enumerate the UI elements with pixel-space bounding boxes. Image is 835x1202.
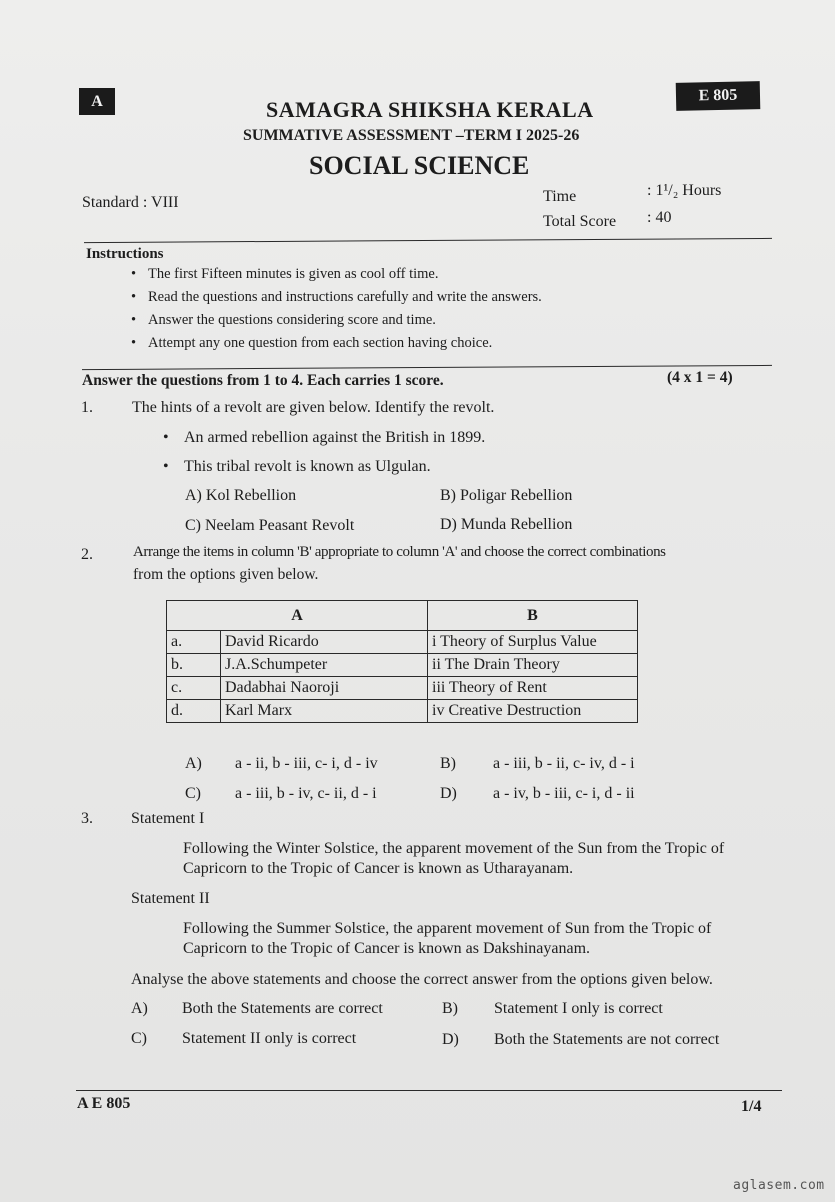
q3-statement1-line2: Capricorn to the Tropic of Cancer is known as Utharayanam.: [183, 860, 574, 877]
q3-option-d: Both the Statements are not correct: [494, 1031, 720, 1048]
q1-option-c: C) Neelam Peasant Revolt: [185, 517, 355, 534]
instructions-heading: Instructions: [86, 246, 164, 262]
header-divider: [84, 238, 772, 243]
q2-text-line2: from the options given below.: [133, 566, 319, 583]
q2-option-b: a - iii, b - ii, c- iv, d - i: [493, 755, 635, 772]
match-table: [166, 600, 638, 723]
q3-statement2-line1: Following the Summer Solstice, the apparent movement of Sun from the Tropic of: [183, 920, 712, 937]
q1-option-a: A) Kol Rebellion: [185, 487, 297, 504]
q1-number: 1.: [81, 399, 93, 416]
row-letter: c.: [167, 677, 221, 700]
q3-number: 3.: [81, 810, 93, 827]
table-row: [167, 700, 638, 723]
column-b-cell: iii Theory of Rent: [428, 677, 638, 700]
q2-option-a: a - ii, b - iii, c- i, d - iv: [235, 755, 378, 772]
q3-option-c: Statement II only is correct: [182, 1030, 357, 1047]
page-number: 1/4: [741, 1098, 762, 1115]
table-row: [167, 677, 638, 700]
instruction-item: • The first Fifteen minutes is given as cool off time.: [131, 266, 542, 289]
instruction-item: • Answer the questions considering score and time.: [131, 312, 542, 335]
q3-option-a-label: A): [131, 1000, 148, 1017]
q1-hint-bullet: •: [163, 458, 169, 475]
total-score-label: Total Score: [543, 213, 617, 230]
q3-option-b: Statement I only is correct: [494, 1000, 663, 1017]
column-b-header: B: [428, 601, 638, 631]
column-b-cell: iv Creative Destruction: [428, 700, 638, 723]
q2-option-a-label: A): [185, 755, 202, 772]
q1-hint-bullet: •: [163, 429, 169, 446]
q1-option-d: D) Munda Rebellion: [440, 516, 573, 533]
time-label: Time: [543, 188, 577, 205]
q2-option-b-label: B): [440, 755, 456, 772]
q3-statement2-line2: Capricorn to the Tropic of Cancer is known as Dakshinayanam.: [183, 940, 591, 957]
table-row: [167, 654, 638, 677]
watermark: aglasem.com: [733, 1178, 825, 1193]
column-a-header: A: [167, 601, 428, 631]
q3-option-d-label: D): [442, 1031, 459, 1048]
subject-title: SOCIAL SCIENCE: [309, 151, 530, 180]
q2-option-c: a - iii, b - iv, c- ii, d - i: [235, 785, 377, 802]
q1-hint: An armed rebellion against the British in 1899.: [184, 429, 486, 446]
q2-option-d: a - iv, b - iii, c- i, d - ii: [493, 785, 635, 802]
column-a-cell: J.A.Schumpeter: [221, 654, 428, 677]
match-table-header: [167, 601, 638, 631]
q1-option-b: B) Poligar Rebellion: [440, 487, 573, 504]
row-letter: d.: [167, 700, 221, 723]
board-title: SAMAGRA SHIKSHA KERALA: [266, 97, 594, 122]
row-letter: b.: [167, 654, 221, 677]
standard-label: Standard : VIII: [82, 194, 179, 211]
q3-option-c-label: C): [131, 1030, 147, 1047]
instruction-item: • Attempt any one question from each section having choice.: [131, 335, 542, 358]
column-a-cell: Dadabhai Naoroji: [221, 677, 428, 700]
column-a-cell: Karl Marx: [221, 700, 428, 723]
instructions-list: [131, 266, 542, 358]
q2-text-line1: Arrange the items in column 'B' appropriate to column 'A' and choose the correct combinations: [133, 544, 666, 560]
row-letter: a.: [167, 631, 221, 654]
q1-text: The hints of a revolt are given below. Identify the revolt.: [132, 399, 495, 416]
column-b-cell: ii The Drain Theory: [428, 654, 638, 677]
section-heading: Answer the questions from 1 to 4. Each carries 1 score.: [82, 372, 444, 389]
instruction-item: • Read the questions and instructions carefully and write the answers.: [131, 289, 542, 312]
total-score-value: : 40: [647, 209, 672, 226]
q2-option-d-label: D): [440, 785, 457, 802]
q3-prompt: Analyse the above statements and choose the correct answer from the options given below.: [131, 971, 713, 988]
q1-hint: This tribal revolt is known as Ulgulan.: [184, 458, 431, 475]
q3-option-a: Both the Statements are correct: [182, 1000, 383, 1017]
column-a-cell: David Ricardo: [221, 631, 428, 654]
column-b-cell: i Theory of Surplus Value: [428, 631, 638, 654]
q3-statement2-label: Statement II: [131, 890, 210, 907]
q2-option-c-label: C): [185, 785, 201, 802]
time-value: : 1¹/₂ Hours: [647, 182, 722, 199]
section-score: (4 x 1 = 4): [667, 369, 733, 386]
paper-code-badge: E 805: [676, 81, 761, 111]
footer-paper-code: A E 805: [77, 1095, 131, 1112]
set-code-badge: A: [79, 88, 115, 115]
table-row: [167, 631, 638, 654]
footer-divider: [76, 1090, 782, 1091]
assessment-title: SUMMATIVE ASSESSMENT –TERM I 2025-26: [243, 127, 580, 144]
q2-number: 2.: [81, 546, 93, 563]
q3-statement1-label: Statement I: [131, 810, 205, 827]
q3-option-b-label: B): [442, 1000, 458, 1017]
q3-statement1-line1: Following the Winter Solstice, the apparent movement of the Sun from the Tropic of: [183, 840, 725, 857]
